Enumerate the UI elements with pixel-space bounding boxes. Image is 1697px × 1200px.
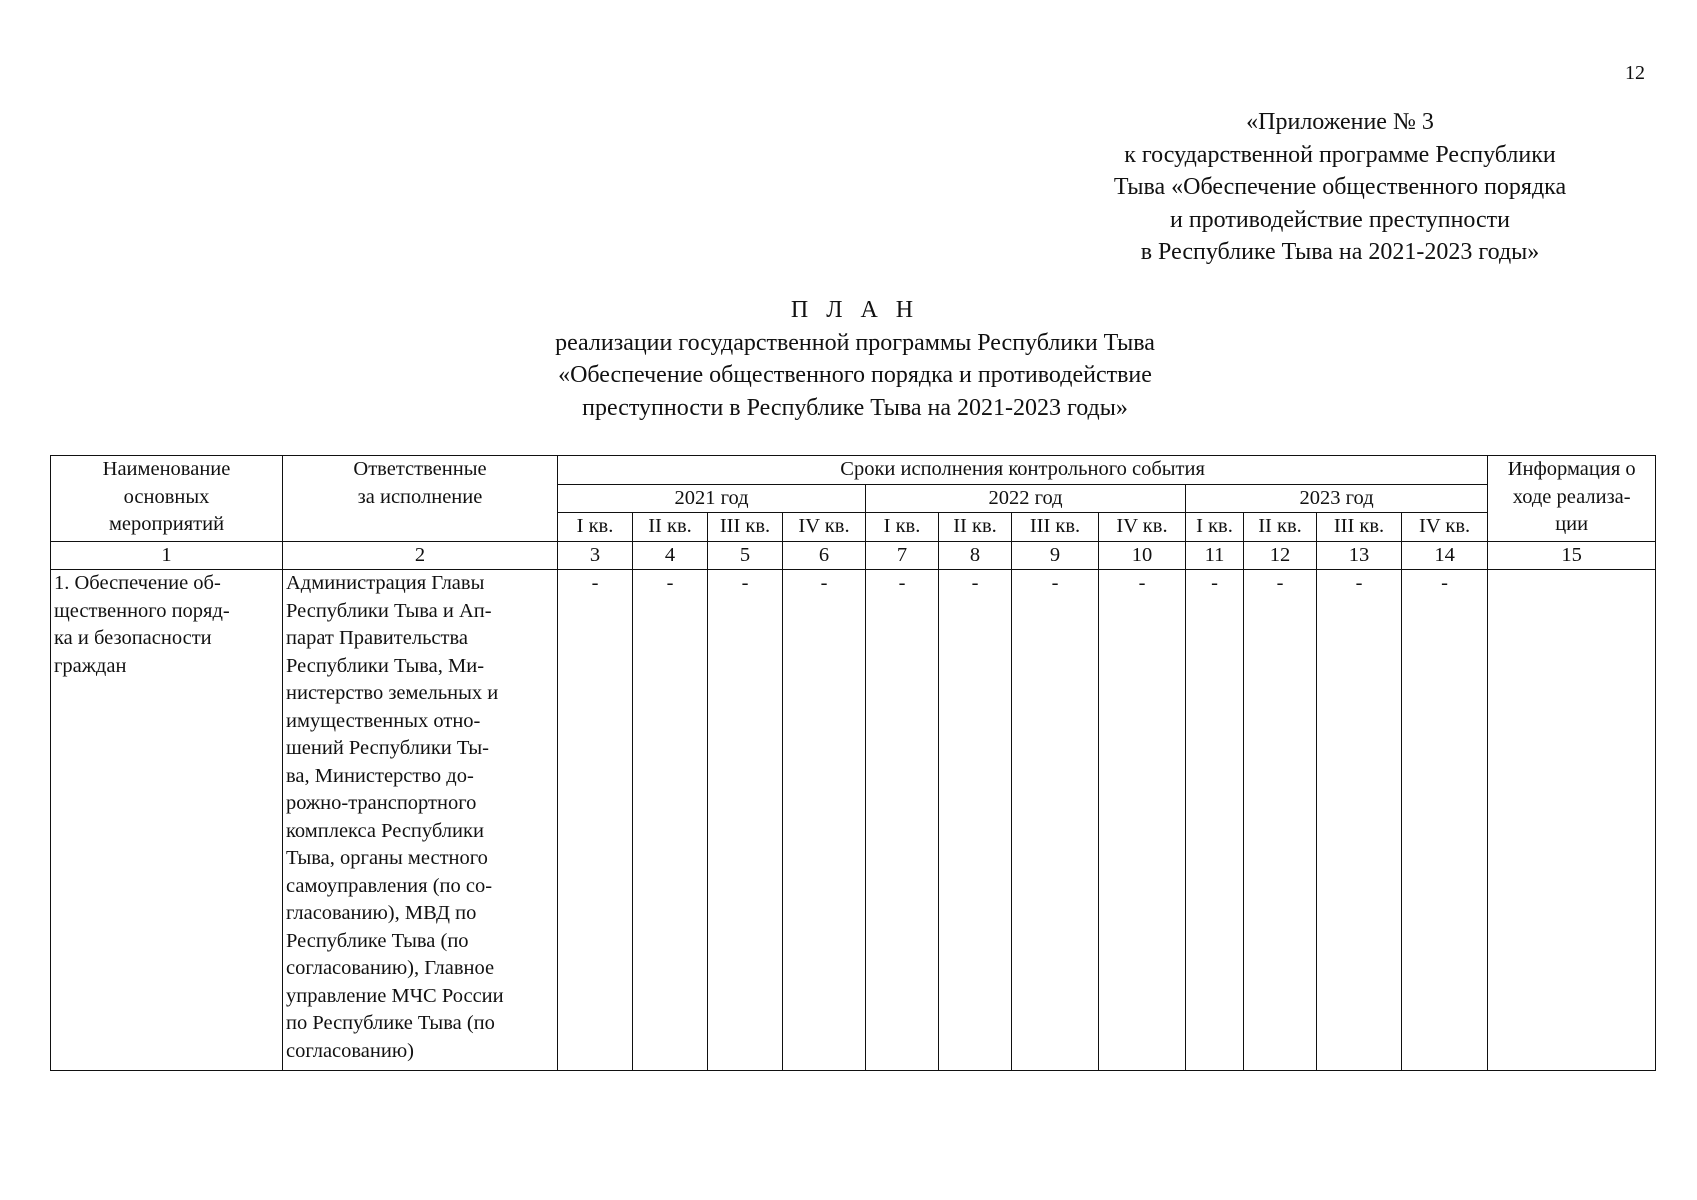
header-quarter: III кв. (1012, 513, 1099, 542)
header-text: Информация о (1507, 458, 1636, 480)
responsible-line: Администрация Главы (286, 572, 485, 594)
quarter-mark: - (633, 570, 708, 1071)
responsible-line: согласованию) (286, 1039, 414, 1062)
responsible-line: рожно-транспортного (286, 792, 477, 814)
responsible-line: шений Республики Ты- (286, 737, 489, 759)
responsible-line: Республики Тыва и Ап- (286, 599, 492, 622)
column-number: 14 (1402, 541, 1488, 570)
responsible-line: комплекса Республики (286, 819, 484, 842)
header-year-2022: 2022 год (866, 484, 1186, 513)
header-text: Ответственные (353, 458, 487, 480)
header-quarter: III кв. (708, 513, 783, 542)
responsible-line: по Республике Тыва (по (286, 1012, 495, 1034)
header-quarter: II кв. (1244, 513, 1317, 542)
column-number: 13 (1317, 541, 1402, 570)
quarter-mark: - (783, 570, 866, 1071)
activity-name-line: щественного поряд- (54, 599, 230, 622)
column-number: 7 (866, 541, 939, 570)
appendix-line: и противодействие преступности (1169, 206, 1511, 233)
header-deadlines: Сроки исполнения контрольного события (558, 456, 1488, 485)
header-text: Наименование (102, 458, 231, 480)
header-responsible (283, 456, 558, 542)
appendix-line: в Республике Тыва на 2021-2023 годы» (1140, 239, 1540, 265)
table-row (51, 570, 1656, 1071)
appendix-line: Тыва «Обеспечение общественного порядка (1113, 174, 1567, 200)
column-number: 6 (783, 541, 866, 570)
plan-subtitle-line: реализации государственной программы Республики Тыва (555, 329, 1155, 356)
responsible-line: Республике Тыва (по (286, 929, 469, 952)
header-activity-name (51, 456, 283, 542)
header-quarter: II кв. (939, 513, 1012, 542)
quarter-mark: - (866, 570, 939, 1071)
column-number: 9 (1012, 541, 1099, 570)
column-number: 4 (633, 541, 708, 570)
info-cell (1488, 570, 1656, 1071)
header-quarter: I кв. (558, 513, 633, 542)
column-number: 2 (283, 541, 558, 570)
quarter-mark: - (1099, 570, 1186, 1071)
activity-name-line: 1. Обеспечение об- (54, 572, 221, 594)
header-text: мероприятий (108, 513, 225, 535)
plan-heading (440, 294, 1270, 424)
activity-name-line: ка и безопасности (54, 627, 212, 649)
appendix-line: к государственной программе Республики (1124, 141, 1556, 168)
column-number: 1 (51, 541, 283, 570)
quarter-mark: - (558, 570, 633, 1071)
plan-subtitle-line: «Обеспечение общественного порядка и противодействие (558, 362, 1152, 388)
responsible-line: нистерство земельных и (286, 682, 499, 704)
responsible-cell (283, 570, 558, 1071)
quarter-mark: - (1186, 570, 1244, 1071)
responsible-line: самоуправления (по со- (286, 874, 493, 897)
responsible-line: имущественных отно- (286, 709, 481, 732)
header-text: ции (1555, 513, 1589, 535)
quarter-mark: - (1244, 570, 1317, 1071)
header-quarter: IV кв. (783, 513, 866, 542)
responsible-line: ва, Министерство до- (286, 764, 474, 787)
column-number: 12 (1244, 541, 1317, 570)
header-quarter: III кв. (1317, 513, 1402, 542)
appendix-line: «Приложение № 3 (1246, 109, 1434, 135)
header-quarter: IV кв. (1402, 513, 1488, 542)
plan-title: П Л А Н (790, 297, 920, 323)
column-number: 10 (1099, 541, 1186, 570)
plan-table (50, 455, 1656, 1071)
responsible-line: парат Правительства (286, 627, 468, 649)
header-text: за исполнение (357, 485, 483, 508)
responsible-line: Республики Тыва, Ми- (286, 654, 485, 677)
responsible-line: гласованию), МВД по (286, 902, 477, 924)
header-quarter: II кв. (633, 513, 708, 542)
column-number-row (51, 541, 1656, 570)
responsible-line: согласованию), Главное (286, 957, 495, 979)
header-year-2023: 2023 год (1186, 484, 1488, 513)
quarter-mark: - (1012, 570, 1099, 1071)
appendix-note (1060, 106, 1620, 269)
responsible-line: управление МЧС России (286, 984, 504, 1007)
quarter-mark: - (1402, 570, 1488, 1071)
responsible-line: Тыва, органы местного (286, 847, 488, 869)
header-quarter: I кв. (1186, 513, 1244, 542)
page-number: 12 (1625, 62, 1645, 84)
column-number: 8 (939, 541, 1012, 570)
column-number: 3 (558, 541, 633, 570)
plan-subtitle-line: преступности в Республике Тыва на 2021-2023 годы» (582, 394, 1128, 421)
header-text: ходе реализа- (1512, 485, 1631, 508)
quarter-mark: - (1317, 570, 1402, 1071)
column-number: 11 (1186, 541, 1244, 570)
quarter-mark: - (708, 570, 783, 1071)
header-text: основных (123, 485, 210, 508)
header-info (1488, 456, 1656, 542)
column-number: 5 (708, 541, 783, 570)
header-quarter: IV кв. (1099, 513, 1186, 542)
activity-name-cell (51, 570, 283, 1071)
quarter-mark: - (939, 570, 1012, 1071)
column-number: 15 (1488, 541, 1656, 570)
activity-name-line: граждан (54, 654, 127, 677)
header-quarter: I кв. (866, 513, 939, 542)
header-year-2021: 2021 год (558, 484, 866, 513)
